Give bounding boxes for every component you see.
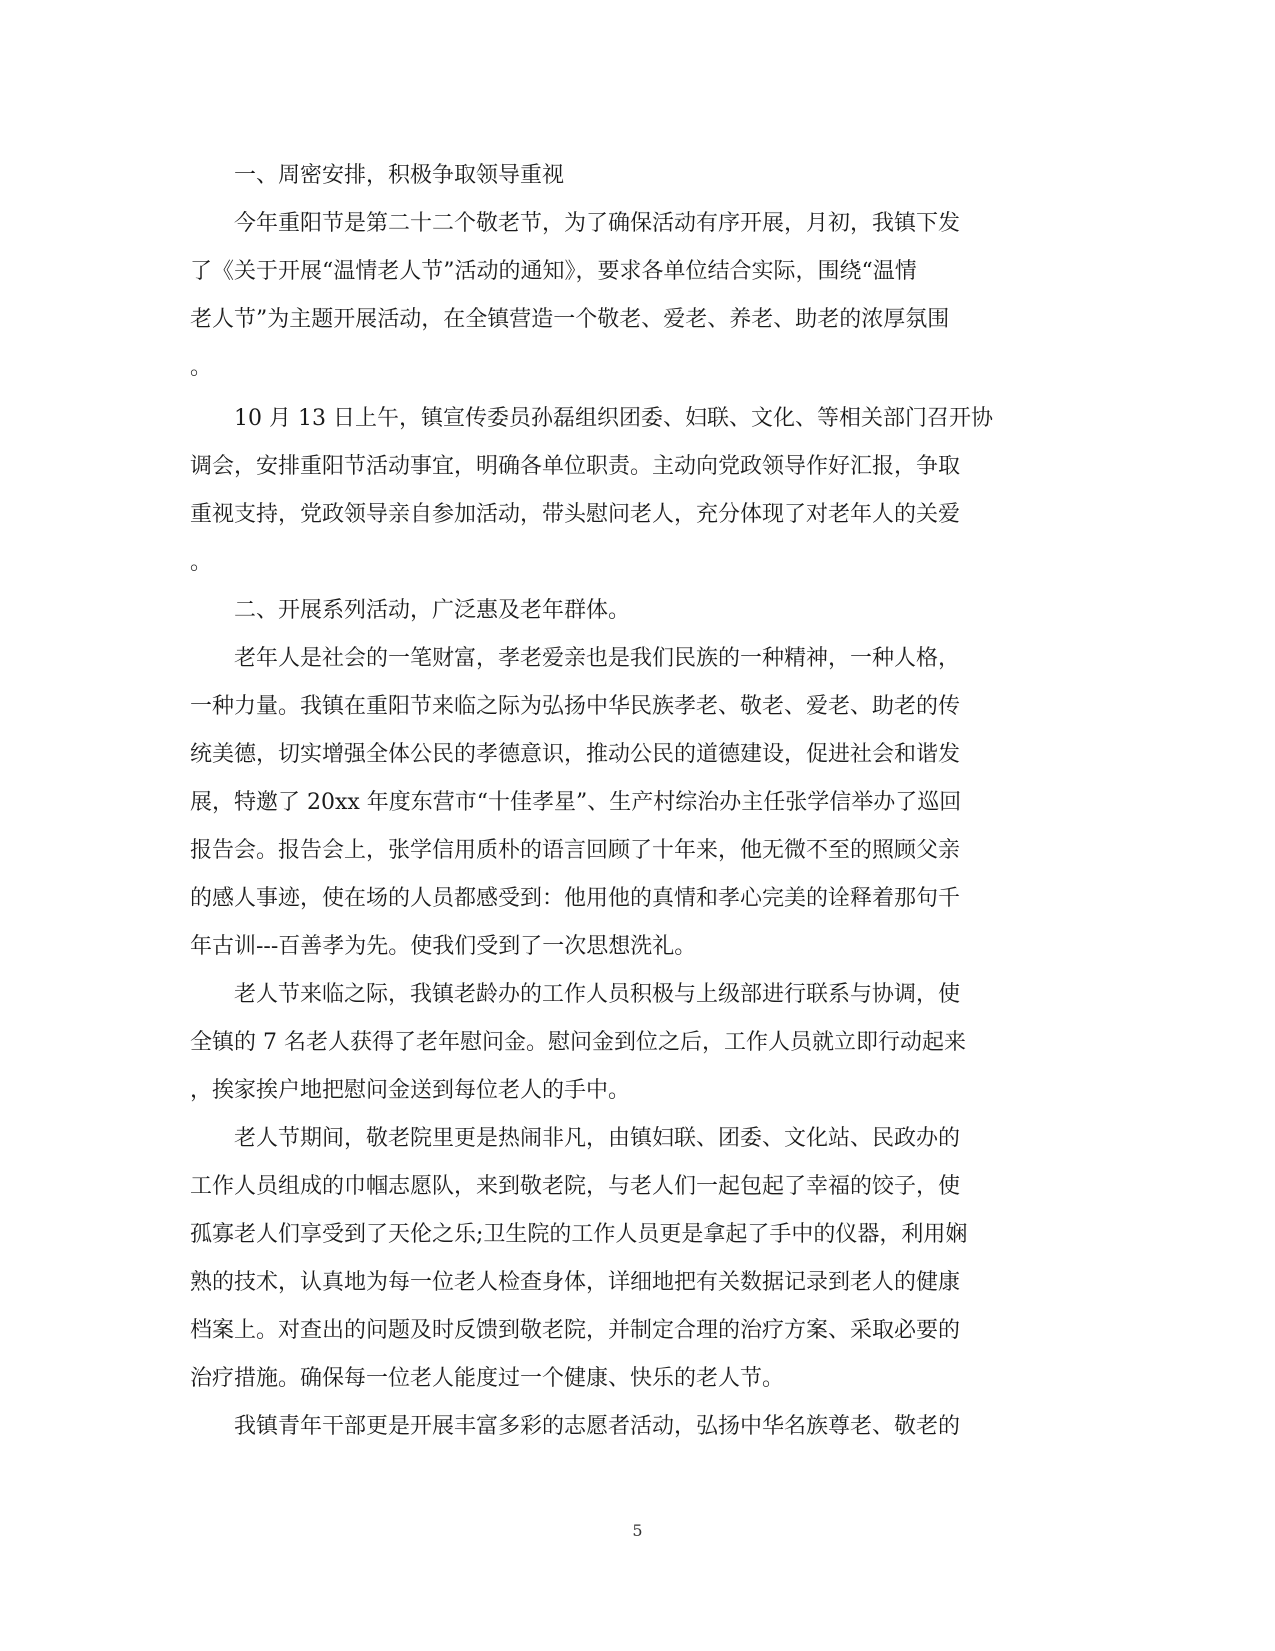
text-line: 了《关于开展“温情老人节”活动的通知》，要求各单位结合实际，围绕“温情 xyxy=(190,259,917,284)
text-line: 年古训---百善孝为先。使我们受到了一次思想洗礼。 xyxy=(190,934,697,959)
section-heading-1: 一、周密安排，积极争取领导重视 xyxy=(234,163,565,188)
text-line: 老人节期间，敬老院里更是热闹非凡，由镇妇联、团委、文化站、民政办的 xyxy=(234,1126,961,1151)
text-line: 。 xyxy=(190,355,213,380)
text-line: 今年重阳节是第二十二个敬老节，为了确保活动有序开展，月初，我镇下发 xyxy=(234,211,961,236)
text-line: 全镇的 7 名老人获得了老年慰问金。慰问金到位之后，工作人员就立即行动起来 xyxy=(190,1030,966,1055)
text-line: 治疗措施。确保每一位老人能度过一个健康、快乐的老人节。 xyxy=(190,1366,785,1391)
text-line: 一种力量。我镇在重阳节来临之际为弘扬中华民族孝老、敬老、爱老、助老的传 xyxy=(190,694,961,719)
text-line: 的感人事迹，使在场的人员都感受到：他用他的真情和孝心完美的诠释着那句千 xyxy=(190,886,961,911)
text-line: 。 xyxy=(190,550,213,575)
text-line: 统美德，切实增强全体公民的孝德意识，推动公民的道德建设，促进社会和谐发 xyxy=(190,742,961,767)
text-line: 熟的技术，认真地为每一位老人检查身体，详细地把有关数据记录到老人的健康 xyxy=(190,1270,961,1295)
document-body xyxy=(190,152,1070,1451)
text-line: 我镇青年干部更是开展丰富多彩的志愿者活动，弘扬中华名族尊老、敬老的 xyxy=(234,1414,961,1439)
text-line: 报告会。报告会上，张学信用质朴的语言回顾了十年来，他无微不至的照顾父亲 xyxy=(190,838,961,863)
text-line: 老人节”为主题开展活动，在全镇营造一个敬老、爱老、养老、助老的浓厚氛围 xyxy=(190,307,950,332)
text-line: ，挨家挨户地把慰问金送到每位老人的手中。 xyxy=(190,1078,631,1103)
text-line: 孤寡老人们享受到了天伦之乐;卫生院的工作人员更是拿起了手中的仪器，利用娴 xyxy=(190,1222,968,1247)
text-line: 老人节来临之际，我镇老龄办的工作人员积极与上级部进行联系与协调，使 xyxy=(234,982,961,1007)
text-line: 重视支持，党政领导亲自参加活动，带头慰问老人，充分体现了对老年人的关爱 xyxy=(190,502,961,527)
text-line: 工作人员组成的巾帼志愿队，来到敬老院，与老人们一起包起了幸福的饺子，使 xyxy=(190,1174,961,1199)
page-number: 5 xyxy=(632,1521,643,1540)
text-line: 调会，安排重阳节活动事宜，明确各单位职责。主动向党政领导作好汇报，争取 xyxy=(190,454,961,479)
text-line: 档案上。对查出的问题及时反馈到敬老院，并制定合理的治疗方案、采取必要的 xyxy=(190,1318,961,1343)
text-line: 10 月 13 日上午，镇宣传委员孙磊组织团委、妇联、文化、等相关部门召开协 xyxy=(234,406,993,431)
text-line: 老年人是社会的一笔财富，孝老爱亲也是我们民族的一种精神，一种人格， xyxy=(234,646,961,671)
section-heading-2: 二、开展系列活动，广泛惠及老年群体。 xyxy=(234,598,631,623)
text-line: 展，特邀了 20xx 年度东营市“十佳孝星”、生产村综治办主任张学信举办了巡回 xyxy=(190,790,962,815)
